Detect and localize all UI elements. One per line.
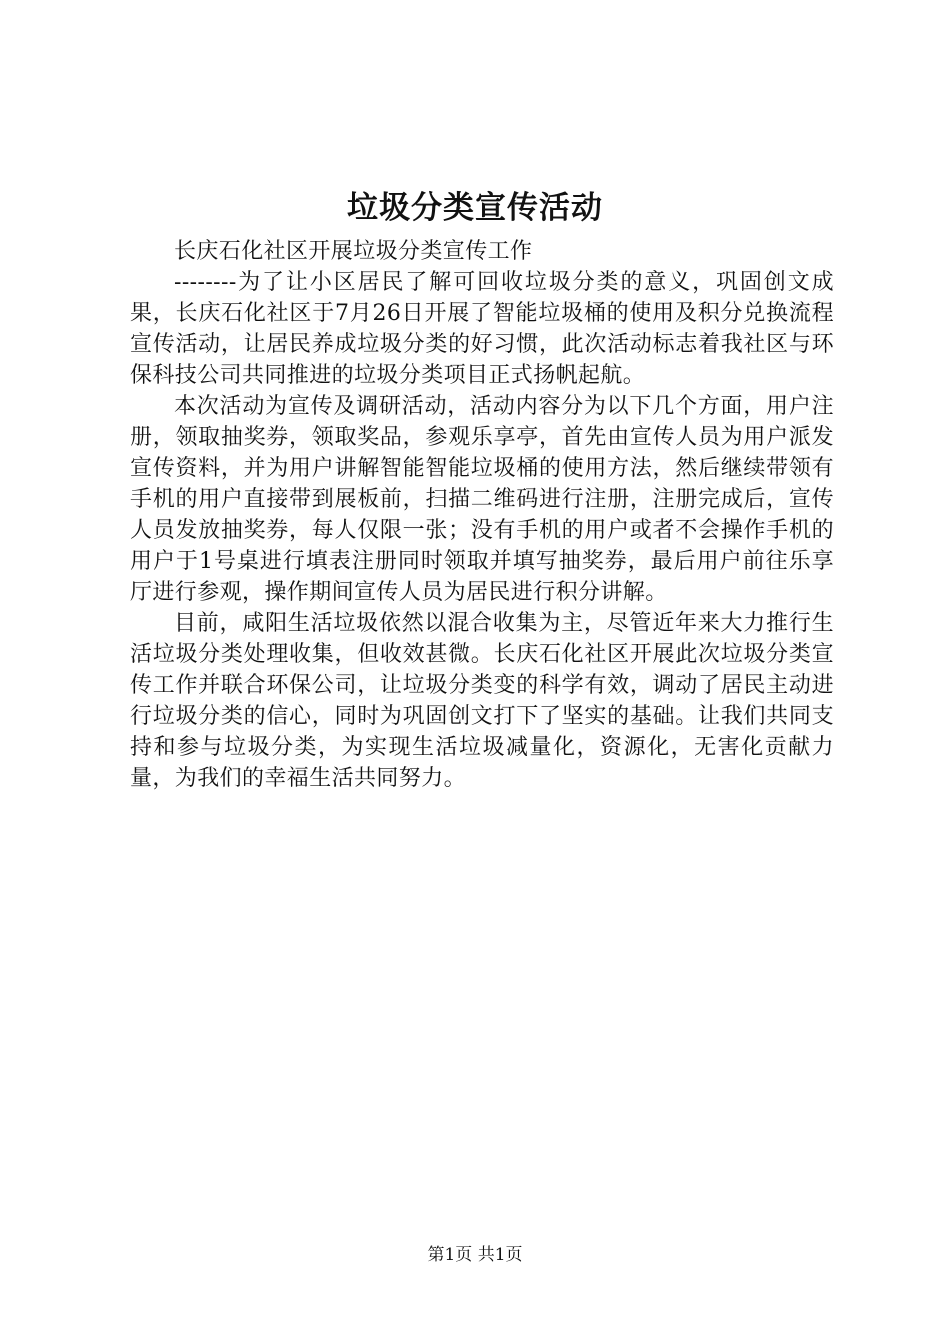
document-body [130, 236, 834, 794]
document-title: 垃圾分类宣传活动 [347, 190, 603, 226]
body-paragraph: 本次活动为宣传及调研活动，活动内容分为以下几个方面，用户注册，领取抽奖券，领取奖品，参观乐享亭，首先由宣传人员为用户派发宣传资料，并为用户讲解智能智能垃圾桶的使用方法，然后继续带领有手机的用户直接带到展板前，扫描二维码进行注册，注册完成后，宣传人员发放抽奖券，每人仅限一张；没有手机的用户或者不会操作手机的用户于1号桌进行填表注册同时领取并填写抽奖券，最后用户前往乐享厅进行参观，操作期间宣传人员为居民进行积分讲解。 [130, 394, 834, 605]
subtitle-paragraph: 长庆石化社区开展垃圾分类宣传工作 [174, 239, 533, 264]
body-paragraph: 目前，咸阳生活垃圾依然以混合收集为主，尽管近年来大力推行生活垃圾分类处理收集，但收效甚微。长庆石化社区开展此次垃圾分类宣传工作并联合环保公司，让垃圾分类变的科学有效，调动了居民主动进行垃圾分类的信心，同时为巩固创文打下了坚实的基础。让我们共同支持和参与垃圾分类，为实现生活垃圾减量化，资源化，无害化贡献力量，为我们的幸福生活共同努力。 [130, 611, 834, 791]
page-footer: 第1页 共1页 [427, 1245, 523, 1265]
body-paragraph: --------为了让小区居民了解可回收垃圾分类的意义，巩固创文成果，长庆石化社区于7月26日开展了智能垃圾桶的使用及积分兑换流程宣传活动，让居民养成垃圾分类的好习惯，此次活动标志着我社区与环保科技公司共同推进的垃圾分类项目正式扬帆起航。 [130, 270, 834, 388]
